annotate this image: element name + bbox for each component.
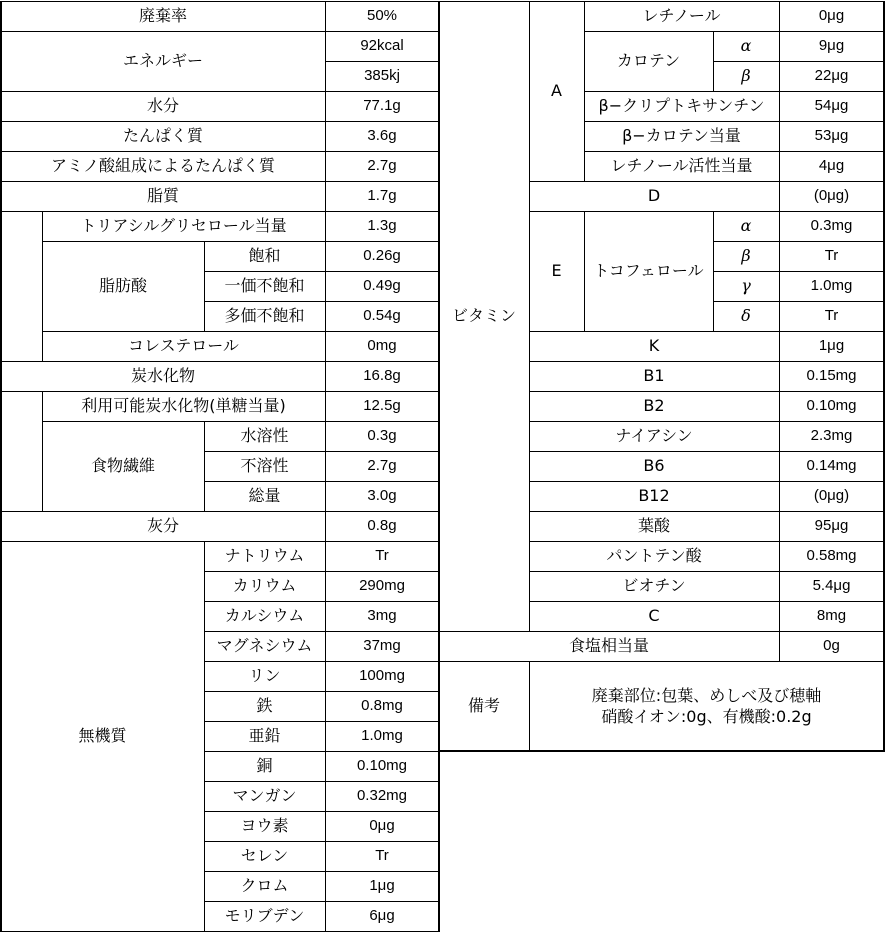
- fiber-item-value: 2.7g: [367, 457, 397, 474]
- mineral-item-value: 37mg: [363, 637, 401, 654]
- grid-line: [439, 750, 885, 752]
- lipid-value: 1.7g: [367, 187, 397, 204]
- mineral-item-value: 1μg: [369, 877, 395, 894]
- vitamin-item-label: C: [648, 606, 660, 625]
- protein-value: 3.6g: [367, 127, 397, 144]
- grid-line: [325, 1, 326, 932]
- remarks-label: 備考: [467, 696, 500, 715]
- grid-line: [529, 601, 885, 602]
- grid-line: [529, 541, 885, 542]
- mineral-item-label: クロム: [240, 876, 289, 895]
- mineral-item-value: 0μg: [369, 817, 395, 834]
- grid-line: [584, 151, 885, 152]
- energy-kj-value: 385kj: [364, 67, 400, 84]
- vitamin-item-label: B12: [638, 486, 670, 505]
- vitamin-item-value: 1μg: [818, 337, 845, 354]
- remarks-line: 硝酸イオン:0g、有機酸:0.2g: [601, 707, 812, 726]
- vitamin-item-value: 8mg: [816, 607, 847, 624]
- carotene-beta-symbol: β: [741, 66, 751, 85]
- vitamin-item-value: 0.58mg: [806, 547, 857, 564]
- carotene-alpha-symbol: α: [740, 36, 752, 55]
- grid-line: [1, 391, 440, 392]
- grid-line: [439, 1, 885, 2]
- grid-line: [1, 361, 440, 362]
- vitamin-item-value: 95μg: [814, 517, 849, 534]
- vitamin-item-label: B6: [643, 456, 665, 475]
- mineral-item-label: リン: [248, 666, 281, 685]
- grid-line: [42, 421, 440, 422]
- grid-line: [204, 241, 205, 332]
- mineral-item-value: 0.8mg: [361, 697, 403, 714]
- salt-equivalent-label: 食塩相当量: [568, 636, 649, 655]
- vitamin-item-value: 5.4μg: [812, 577, 851, 594]
- vitamin-item-value: 2.3mg: [810, 427, 853, 444]
- grid-line: [1, 541, 440, 542]
- fatty-acid-item-label: 飽和: [248, 246, 281, 265]
- tocopherol-alpha-value: 0.3mg: [810, 217, 853, 234]
- mineral-item-label: マグネシウム: [216, 636, 313, 655]
- grid-line: [204, 421, 205, 512]
- grid-line: [204, 271, 440, 272]
- grid-line: [529, 421, 885, 422]
- grid-line: [529, 391, 885, 392]
- grid-line: [584, 1, 585, 182]
- mineral-item-label: 亜鉛: [248, 726, 281, 745]
- grid-line: [0, 1, 2, 932]
- retinol-activity-label: レチノール活性当量: [610, 156, 753, 175]
- tocopherol-delta-value: Tr: [824, 307, 839, 324]
- mineral-item-value: 290mg: [359, 577, 405, 594]
- protein-label: たんぱく質: [122, 126, 203, 145]
- carotene-label: カロテン: [616, 51, 681, 70]
- fiber-item-value: 3.0g: [367, 487, 397, 504]
- cryptoxanthin-label: β−クリプトキサンチン: [598, 96, 765, 115]
- mineral-item-value: 0.32mg: [356, 787, 408, 804]
- vitamin-item-value: 0.10mg: [806, 397, 857, 414]
- energy-label: エネルギー: [122, 51, 203, 70]
- grid-line: [1, 181, 440, 182]
- retinol-activity-value: 4μg: [818, 157, 845, 174]
- vitamin-item-label: B1: [643, 366, 665, 385]
- vitamin-item-value: 0.15mg: [806, 367, 857, 384]
- grid-line: [204, 841, 440, 842]
- mineral-item-value: 6μg: [369, 907, 395, 924]
- vitamin-item-label: ナイアシン: [615, 426, 693, 445]
- grid-line: [204, 481, 440, 482]
- cholesterol-label: コレステロール: [128, 336, 239, 355]
- tocopherol-alpha-symbol: α: [740, 216, 752, 235]
- grid-line: [204, 811, 440, 812]
- grid-line: [204, 751, 440, 752]
- remarks-line: 廃棄部位:包葉、めしべ及び穂軸: [591, 686, 822, 705]
- available-carbohydrate-label: 利用可能炭水化物(単糖当量): [81, 396, 286, 415]
- grid-line: [42, 211, 43, 362]
- fiber-item-label: 総量: [248, 486, 281, 505]
- vitamin-e-label: E: [551, 261, 562, 280]
- grid-line: [204, 631, 440, 632]
- fiber-item-value: 0.3g: [367, 427, 397, 444]
- fatty-acid-item-value: 0.49g: [363, 277, 401, 294]
- vitamin-item-value: 0.14mg: [806, 457, 857, 474]
- carotene-eq-value: 53μg: [814, 127, 849, 144]
- retinol-value: 0μg: [818, 7, 845, 24]
- grid-line: [529, 481, 885, 482]
- vitamin-item-label: K: [648, 336, 660, 355]
- mineral-item-label: マンガン: [232, 786, 297, 805]
- vitamin-d-label: D: [647, 186, 661, 205]
- grid-line: [1, 931, 440, 932]
- vitamin-d-value: (0μg): [813, 187, 850, 204]
- grid-line: [439, 631, 885, 632]
- grid-line: [204, 871, 440, 872]
- waste-rate-value: 50%: [366, 7, 398, 24]
- vitamin-item-label: ビオチン: [622, 576, 686, 595]
- grid-line: [713, 301, 885, 302]
- vitamin-item-label: パントテン酸: [606, 546, 702, 565]
- grid-line: [1, 91, 440, 92]
- lipid-label: 脂質: [146, 186, 179, 205]
- cholesterol-value: 0mg: [367, 337, 397, 354]
- cryptoxanthin-value: 54μg: [814, 97, 849, 114]
- grid-line: [1, 511, 440, 512]
- grid-line: [204, 781, 440, 782]
- salt-equivalent-value: 0g: [823, 637, 840, 654]
- grid-line: [529, 661, 530, 752]
- mineral-item-label: 銅: [256, 756, 273, 775]
- fatty-acid-item-label: 多価不飽和: [224, 306, 305, 325]
- grid-line: [1, 1, 440, 2]
- grid-line: [204, 901, 440, 902]
- vitamin-label: ビタミン: [451, 306, 516, 325]
- grid-line: [204, 301, 440, 302]
- grid-line: [529, 211, 885, 212]
- triacylglycerol-label: トリアシルグリセロール当量: [80, 216, 287, 235]
- remarks-text: [529, 661, 884, 751]
- grid-line: [529, 1, 530, 632]
- tocopherol-gamma-value: 1.0mg: [810, 277, 853, 294]
- tocopherol-beta-symbol: β: [741, 246, 751, 265]
- fiber-item-label: 水溶性: [240, 426, 289, 445]
- grid-line: [529, 451, 885, 452]
- vitamin-item-label: 葉酸: [637, 516, 670, 535]
- available-carbohydrate-value: 12.5g: [363, 397, 401, 414]
- mineral-item-label: カルシウム: [224, 606, 305, 625]
- fatty-acid-item-value: 0.26g: [363, 247, 401, 264]
- tocopherol-delta-symbol: δ: [741, 306, 751, 325]
- grid-line: [713, 241, 885, 242]
- grid-line: [204, 721, 440, 722]
- mineral-item-value: Tr: [375, 847, 389, 864]
- grid-line: [204, 601, 440, 602]
- grid-line: [713, 61, 885, 62]
- grid-line: [42, 391, 43, 512]
- grid-line: [584, 211, 585, 332]
- carotene-alpha-value: 9μg: [818, 37, 845, 54]
- mineral-item-value: 100mg: [359, 667, 405, 684]
- grid-line: [584, 91, 885, 92]
- ash-label: 灰分: [146, 516, 179, 535]
- grid-line: [713, 271, 885, 272]
- carotene-eq-label: β−カロテン当量: [622, 126, 741, 145]
- fatty-acid-item-value: 0.54g: [363, 307, 401, 324]
- grid-line: [529, 181, 885, 182]
- fatty-acid-item-label: 一価不飽和: [224, 276, 305, 295]
- grid-line: [1, 211, 440, 212]
- mineral-item-label: 鉄: [256, 696, 273, 715]
- carotene-beta-value: 22μg: [814, 67, 849, 84]
- grid-line: [325, 61, 440, 62]
- grid-line: [713, 31, 714, 92]
- grid-line: [529, 331, 885, 332]
- grid-line: [713, 211, 714, 332]
- grid-line: [584, 31, 885, 32]
- mineral-item-label: セレン: [240, 846, 289, 865]
- grid-line: [1, 31, 440, 32]
- mineral-item-label: ナトリウム: [224, 546, 305, 565]
- tocopherol-beta-value: Tr: [824, 247, 839, 264]
- grid-line: [1, 121, 440, 122]
- triacylglycerol-value: 1.3g: [367, 217, 397, 234]
- mineral-item-value: 3mg: [367, 607, 397, 624]
- ash-value: 0.8g: [367, 517, 397, 534]
- dietary-fiber-label: 食物繊維: [90, 456, 155, 475]
- mineral-item-label: モリブデン: [224, 906, 305, 925]
- minerals-label: 無機質: [78, 726, 127, 745]
- energy-kcal-value: 92kcal: [360, 37, 404, 54]
- mineral-item-value: 0.10mg: [356, 757, 408, 774]
- grid-line: [529, 571, 885, 572]
- waste-rate-label: 廃棄率: [138, 6, 187, 25]
- mineral-item-label: カリウム: [232, 576, 297, 595]
- carbohydrate-label: 炭水化物: [130, 366, 195, 385]
- grid-line: [42, 331, 440, 332]
- grid-line: [204, 541, 205, 932]
- grid-line: [42, 241, 440, 242]
- grid-line: [204, 451, 440, 452]
- vitamin-item-value: (0μg): [813, 487, 850, 504]
- vitamin-a-label: A: [551, 81, 562, 100]
- water-value: 77.1g: [363, 97, 401, 114]
- tocopherol-gamma-symbol: γ: [741, 276, 751, 295]
- grid-line: [529, 511, 885, 512]
- grid-line: [204, 691, 440, 692]
- grid-line: [1, 151, 440, 152]
- grid-line: [204, 571, 440, 572]
- grid-line: [883, 1, 885, 752]
- vitamin-item-label: B2: [643, 396, 665, 415]
- amino-protein-value: 2.7g: [367, 157, 397, 174]
- carbohydrate-value: 16.8g: [363, 367, 401, 384]
- tocopherol-label: トコフェロール: [593, 261, 704, 280]
- grid-line: [439, 661, 885, 662]
- mineral-item-value: 1.0mg: [361, 727, 403, 744]
- fiber-item-label: 不溶性: [240, 456, 289, 475]
- grid-line: [204, 661, 440, 662]
- grid-line: [584, 121, 885, 122]
- grid-line: [779, 1, 780, 662]
- grid-line: [529, 361, 885, 362]
- retinol-label: レチノール: [642, 6, 721, 25]
- water-label: 水分: [146, 96, 179, 115]
- mineral-item-value: Tr: [375, 547, 389, 564]
- fatty-acid-label: 脂肪酸: [98, 276, 147, 295]
- amino-protein-label: アミノ酸組成によるたんぱく質: [50, 156, 275, 175]
- mineral-item-label: ヨウ素: [240, 816, 289, 835]
